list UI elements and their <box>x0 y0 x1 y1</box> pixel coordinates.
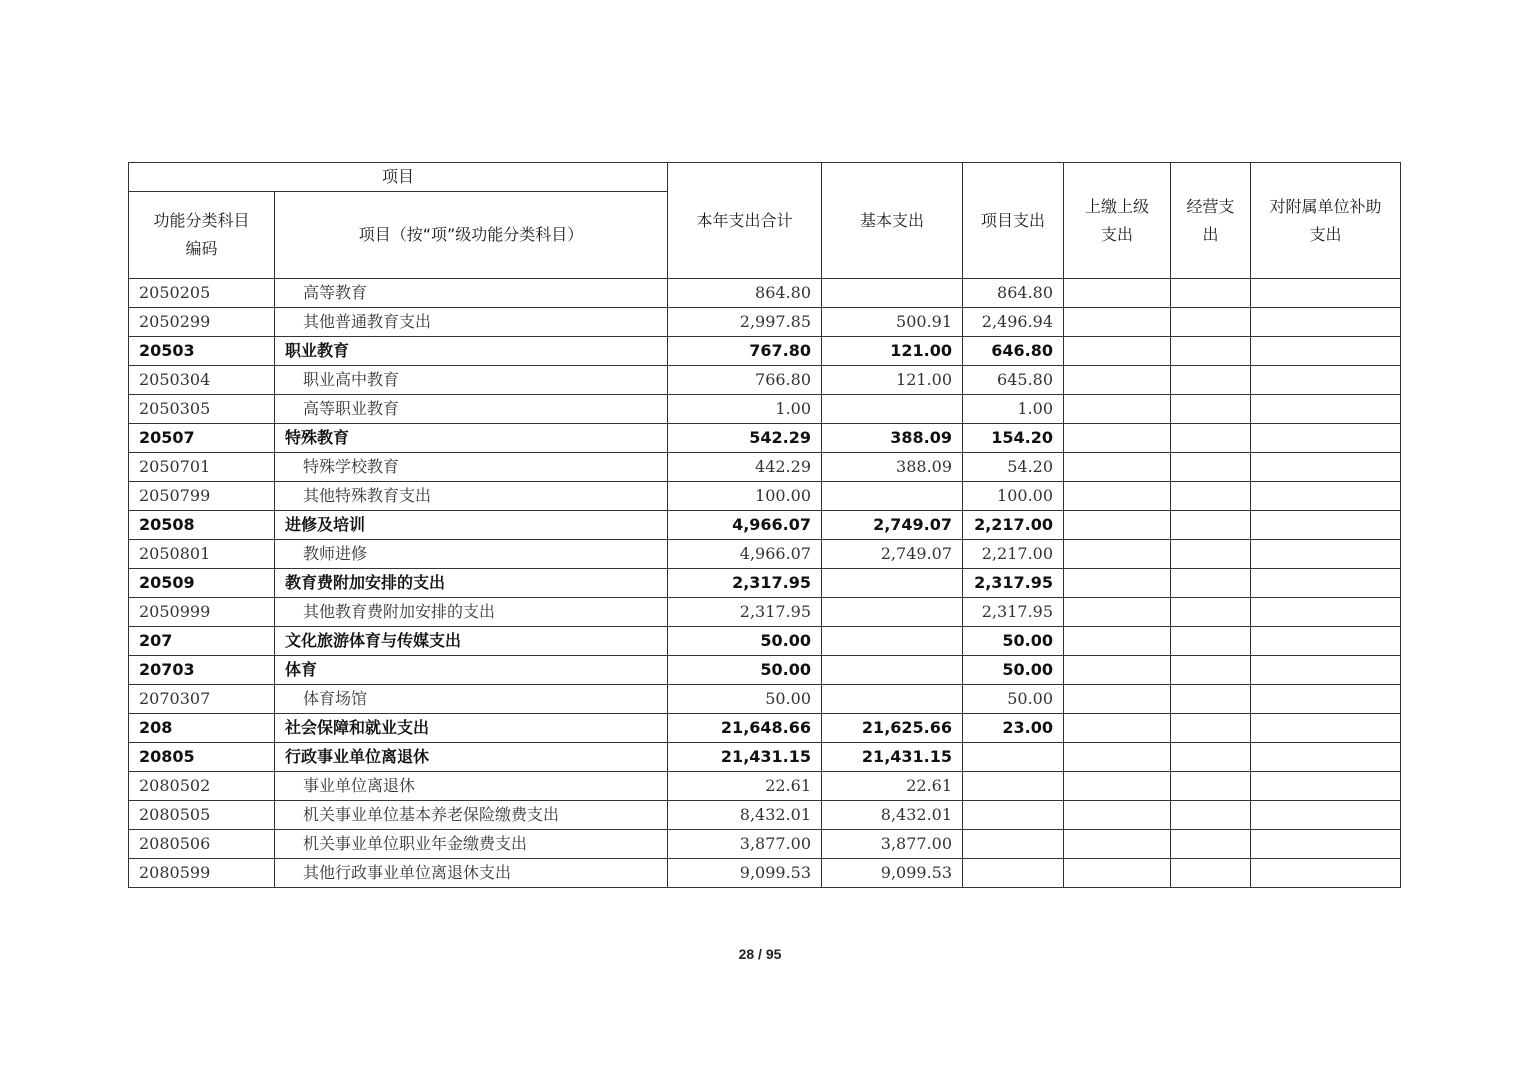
cell-project: 646.80 <box>963 337 1064 366</box>
header-project-expense: 项目支出 <box>963 163 1064 279</box>
cell-project: 2,217.00 <box>963 511 1064 540</box>
cell-basic: 22.61 <box>822 772 963 801</box>
cell-upper <box>1064 598 1171 627</box>
table-row <box>129 540 1401 569</box>
cell-total: 21,431.15 <box>668 743 822 772</box>
cell-subsidy <box>1251 366 1401 395</box>
cell-project: 1.00 <box>963 395 1064 424</box>
cell-subsidy <box>1251 308 1401 337</box>
cell-project: 645.80 <box>963 366 1064 395</box>
cell-subsidy <box>1251 743 1401 772</box>
header-business-line1: 经营支 <box>1186 196 1235 216</box>
cell-subsidy <box>1251 656 1401 685</box>
cell-project: 2,317.95 <box>963 569 1064 598</box>
table-row <box>129 627 1401 656</box>
cell-name: 职业教育 <box>275 337 668 366</box>
cell-total: 3,877.00 <box>668 830 822 859</box>
cell-basic: 500.91 <box>822 308 963 337</box>
cell-total: 8,432.01 <box>668 801 822 830</box>
cell-code: 20805 <box>129 743 275 772</box>
table-row <box>129 801 1401 830</box>
header-business-line2: 出 <box>1202 224 1219 244</box>
cell-upper <box>1064 656 1171 685</box>
table-row <box>129 569 1401 598</box>
cell-basic <box>822 598 963 627</box>
table-row <box>129 598 1401 627</box>
cell-code: 2050999 <box>129 598 275 627</box>
table-row <box>129 337 1401 366</box>
cell-business <box>1171 859 1251 888</box>
cell-project <box>963 743 1064 772</box>
header-project-group: 项目 <box>129 163 668 192</box>
header-upper-line1: 上缴上级 <box>1085 196 1150 216</box>
cell-total: 9,099.53 <box>668 859 822 888</box>
table-row <box>129 685 1401 714</box>
cell-code: 2070307 <box>129 685 275 714</box>
cell-basic <box>822 569 963 598</box>
cell-upper <box>1064 685 1171 714</box>
cell-name: 职业高中教育 <box>275 366 668 395</box>
cell-upper <box>1064 743 1171 772</box>
cell-business <box>1171 801 1251 830</box>
cell-upper <box>1064 337 1171 366</box>
cell-code: 20507 <box>129 424 275 453</box>
cell-code: 2050304 <box>129 366 275 395</box>
cell-code: 2080599 <box>129 859 275 888</box>
cell-upper <box>1064 511 1171 540</box>
cell-total: 50.00 <box>668 656 822 685</box>
header-business <box>1171 163 1251 279</box>
cell-subsidy <box>1251 453 1401 482</box>
table-row <box>129 714 1401 743</box>
cell-upper <box>1064 859 1171 888</box>
cell-name: 特殊学校教育 <box>275 453 668 482</box>
cell-name: 体育场馆 <box>275 685 668 714</box>
cell-subsidy <box>1251 569 1401 598</box>
cell-basic: 9,099.53 <box>822 859 963 888</box>
cell-subsidy <box>1251 859 1401 888</box>
header-code <box>129 192 275 279</box>
cell-project: 2,317.95 <box>963 598 1064 627</box>
cell-upper <box>1064 279 1171 308</box>
cell-code: 2050799 <box>129 482 275 511</box>
cell-upper <box>1064 569 1171 598</box>
cell-business <box>1171 772 1251 801</box>
cell-project: 23.00 <box>963 714 1064 743</box>
cell-subsidy <box>1251 337 1401 366</box>
cell-basic: 21,625.66 <box>822 714 963 743</box>
cell-code: 207 <box>129 627 275 656</box>
cell-subsidy <box>1251 830 1401 859</box>
cell-business <box>1171 279 1251 308</box>
cell-basic <box>822 279 963 308</box>
cell-subsidy <box>1251 279 1401 308</box>
header-upper-line2: 支出 <box>1101 224 1134 244</box>
cell-business <box>1171 656 1251 685</box>
cell-code: 2050305 <box>129 395 275 424</box>
cell-code: 2050701 <box>129 453 275 482</box>
cell-basic <box>822 685 963 714</box>
cell-total: 2,997.85 <box>668 308 822 337</box>
cell-project: 864.80 <box>963 279 1064 308</box>
cell-project: 50.00 <box>963 627 1064 656</box>
table-row <box>129 830 1401 859</box>
cell-name: 事业单位离退休 <box>275 772 668 801</box>
cell-name: 机关事业单位基本养老保险缴费支出 <box>275 801 668 830</box>
header-subsidy <box>1251 163 1401 279</box>
cell-basic: 121.00 <box>822 366 963 395</box>
table-row <box>129 424 1401 453</box>
header-code-line2: 编码 <box>185 239 218 258</box>
cell-total: 21,648.66 <box>668 714 822 743</box>
cell-name: 教育费附加安排的支出 <box>275 569 668 598</box>
cell-project: 54.20 <box>963 453 1064 482</box>
cell-business <box>1171 569 1251 598</box>
cell-name: 教师进修 <box>275 540 668 569</box>
header-basic: 基本支出 <box>822 163 963 279</box>
table-row <box>129 482 1401 511</box>
table-row <box>129 772 1401 801</box>
cell-basic: 8,432.01 <box>822 801 963 830</box>
cell-code: 20503 <box>129 337 275 366</box>
cell-business <box>1171 308 1251 337</box>
cell-upper <box>1064 424 1171 453</box>
cell-business <box>1171 685 1251 714</box>
cell-code: 20509 <box>129 569 275 598</box>
cell-project <box>963 801 1064 830</box>
cell-basic <box>822 395 963 424</box>
cell-subsidy <box>1251 685 1401 714</box>
cell-name: 社会保障和就业支出 <box>275 714 668 743</box>
cell-basic: 3,877.00 <box>822 830 963 859</box>
cell-name: 特殊教育 <box>275 424 668 453</box>
cell-project: 2,217.00 <box>963 540 1064 569</box>
cell-name: 高等职业教育 <box>275 395 668 424</box>
cell-name: 行政事业单位离退休 <box>275 743 668 772</box>
cell-name: 体育 <box>275 656 668 685</box>
header-code-line1: 功能分类科目 <box>153 211 250 230</box>
cell-project: 154.20 <box>963 424 1064 453</box>
cell-business <box>1171 366 1251 395</box>
cell-basic: 2,749.07 <box>822 511 963 540</box>
cell-total: 50.00 <box>668 627 822 656</box>
cell-total: 864.80 <box>668 279 822 308</box>
cell-code: 20703 <box>129 656 275 685</box>
cell-code: 2080502 <box>129 772 275 801</box>
cell-project <box>963 859 1064 888</box>
cell-name: 高等教育 <box>275 279 668 308</box>
cell-name: 进修及培训 <box>275 511 668 540</box>
cell-name: 其他普通教育支出 <box>275 308 668 337</box>
cell-total: 1.00 <box>668 395 822 424</box>
table-row <box>129 656 1401 685</box>
cell-total: 50.00 <box>668 685 822 714</box>
page-number: 28 / 95 <box>738 946 782 962</box>
table-row <box>129 366 1401 395</box>
cell-basic: 388.09 <box>822 453 963 482</box>
cell-project: 50.00 <box>963 656 1064 685</box>
cell-upper <box>1064 830 1171 859</box>
header-name: 项目（按“项”级功能分类科目） <box>275 192 668 279</box>
cell-upper <box>1064 801 1171 830</box>
cell-subsidy <box>1251 540 1401 569</box>
cell-name: 其他行政事业单位离退休支出 <box>275 859 668 888</box>
cell-business <box>1171 337 1251 366</box>
cell-upper <box>1064 482 1171 511</box>
cell-total: 22.61 <box>668 772 822 801</box>
cell-project: 2,496.94 <box>963 308 1064 337</box>
table-row <box>129 279 1401 308</box>
cell-business <box>1171 424 1251 453</box>
cell-upper <box>1064 772 1171 801</box>
cell-code: 2050205 <box>129 279 275 308</box>
cell-code: 2050801 <box>129 540 275 569</box>
cell-upper <box>1064 308 1171 337</box>
cell-subsidy <box>1251 627 1401 656</box>
cell-basic: 121.00 <box>822 337 963 366</box>
table-row <box>129 859 1401 888</box>
cell-basic <box>822 482 963 511</box>
cell-business <box>1171 540 1251 569</box>
expenditure-table <box>128 162 1401 888</box>
cell-total: 542.29 <box>668 424 822 453</box>
cell-business <box>1171 830 1251 859</box>
table-row <box>129 511 1401 540</box>
cell-basic <box>822 627 963 656</box>
cell-project <box>963 772 1064 801</box>
cell-total: 442.29 <box>668 453 822 482</box>
cell-upper <box>1064 366 1171 395</box>
cell-name: 文化旅游体育与传媒支出 <box>275 627 668 656</box>
cell-subsidy <box>1251 772 1401 801</box>
header-subsidy-line1: 对附属单位补助 <box>1269 196 1382 216</box>
cell-business <box>1171 453 1251 482</box>
cell-code: 208 <box>129 714 275 743</box>
cell-subsidy <box>1251 424 1401 453</box>
table-row <box>129 395 1401 424</box>
cell-business <box>1171 714 1251 743</box>
cell-business <box>1171 627 1251 656</box>
cell-subsidy <box>1251 511 1401 540</box>
cell-name: 机关事业单位职业年金缴费支出 <box>275 830 668 859</box>
cell-subsidy <box>1251 482 1401 511</box>
cell-subsidy <box>1251 598 1401 627</box>
cell-basic: 21,431.15 <box>822 743 963 772</box>
cell-upper <box>1064 395 1171 424</box>
cell-upper <box>1064 714 1171 743</box>
cell-code: 2080506 <box>129 830 275 859</box>
table-row <box>129 308 1401 337</box>
cell-project <box>963 830 1064 859</box>
cell-basic: 2,749.07 <box>822 540 963 569</box>
cell-upper <box>1064 453 1171 482</box>
cell-project: 50.00 <box>963 685 1064 714</box>
cell-project: 100.00 <box>963 482 1064 511</box>
cell-name: 其他教育费附加安排的支出 <box>275 598 668 627</box>
cell-upper <box>1064 540 1171 569</box>
table-row <box>129 453 1401 482</box>
cell-basic: 388.09 <box>822 424 963 453</box>
cell-business <box>1171 511 1251 540</box>
cell-total: 4,966.07 <box>668 540 822 569</box>
cell-business <box>1171 598 1251 627</box>
cell-code: 20508 <box>129 511 275 540</box>
cell-subsidy <box>1251 395 1401 424</box>
cell-total: 4,966.07 <box>668 511 822 540</box>
cell-subsidy <box>1251 801 1401 830</box>
cell-business <box>1171 395 1251 424</box>
header-upper <box>1064 163 1171 279</box>
table-body <box>129 279 1401 888</box>
header-subsidy-line2: 支出 <box>1309 224 1342 244</box>
cell-total: 100.00 <box>668 482 822 511</box>
cell-business <box>1171 743 1251 772</box>
cell-upper <box>1064 627 1171 656</box>
cell-total: 2,317.95 <box>668 569 822 598</box>
header-total: 本年支出合计 <box>668 163 822 279</box>
cell-total: 766.80 <box>668 366 822 395</box>
cell-basic <box>822 656 963 685</box>
cell-business <box>1171 482 1251 511</box>
cell-subsidy <box>1251 714 1401 743</box>
cell-code: 2080505 <box>129 801 275 830</box>
cell-total: 767.80 <box>668 337 822 366</box>
cell-name: 其他特殊教育支出 <box>275 482 668 511</box>
table-row <box>129 743 1401 772</box>
cell-total: 2,317.95 <box>668 598 822 627</box>
cell-code: 2050299 <box>129 308 275 337</box>
